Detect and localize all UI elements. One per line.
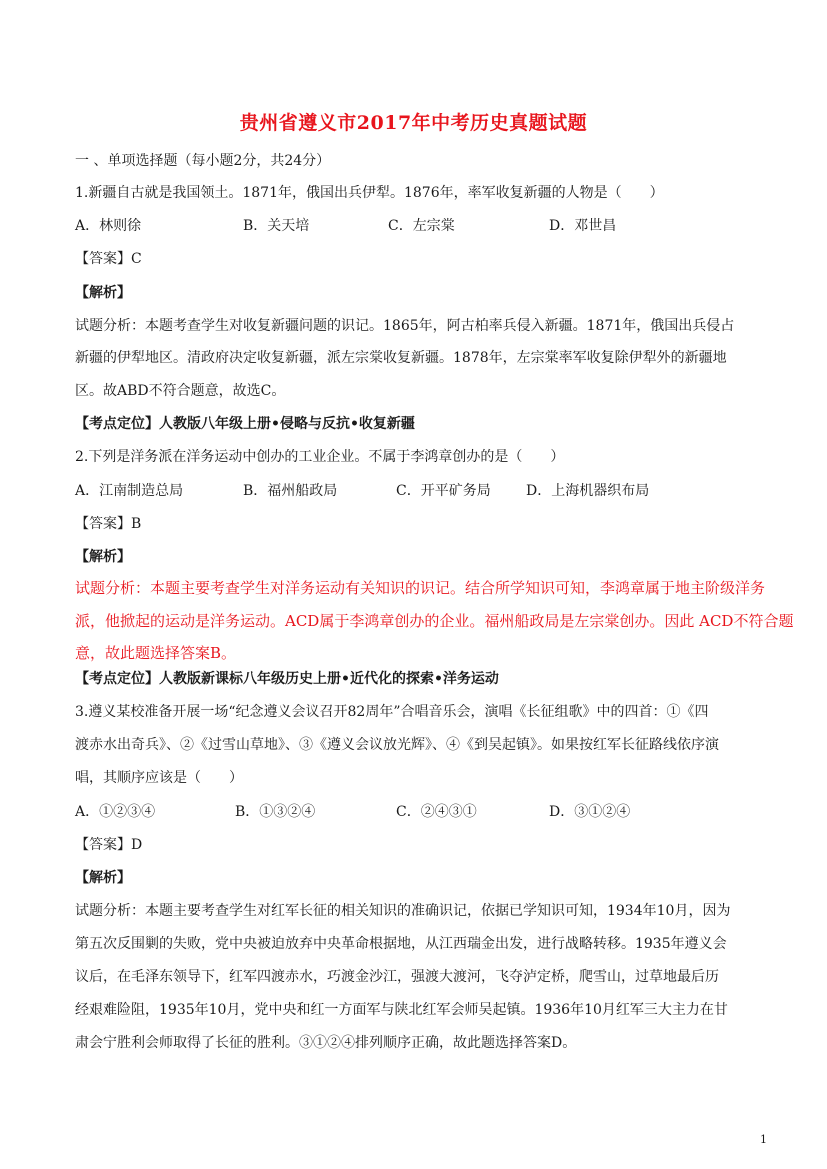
q1-analysis-line: 试题分析：本题考查学生对收复新疆问题的识记。1865年，阿古柏率兵侵入新疆。1871年，俄国出兵侵占 xyxy=(75,318,735,334)
q3-option-c: C．②④③① xyxy=(396,804,477,820)
q2-option-d: D．上海机器织布局 xyxy=(526,483,650,499)
q2-analysis-label: 【解析】 xyxy=(75,549,131,565)
q2-analysis-line: 意，故此题选择答案B。 xyxy=(75,644,237,662)
q3-analysis-line: 试题分析：本题主要考查学生对红军长征的相关知识的准确识记，依据已学知识可知，1934年10月，因为 xyxy=(75,903,731,919)
q1-analysis-label: 【解析】 xyxy=(75,285,131,301)
q1-knowledge-point: 【考点定位】人教版八年级上册•侵略与反抗•收复新疆 xyxy=(75,416,415,432)
q3-option-b: B．①③②④ xyxy=(235,804,316,820)
q3-stem-line: 唱，其顺序应该是（ ） xyxy=(75,770,243,786)
q2-answer: 【答案】B xyxy=(75,516,142,532)
page-title: 贵州省遵义市2017年中考历史真题试题 xyxy=(239,112,588,134)
q2-analysis-line: 派，他掀起的运动是洋务运动。ACD属于李鸿章创办的企业。福州船政局是左宗棠创办。因此 ACD不符合题 xyxy=(75,612,794,630)
q3-answer: 【答案】D xyxy=(75,837,143,853)
q2-option-c: C．开平矿务局 xyxy=(396,483,491,499)
q3-option-d: D．③①②④ xyxy=(549,804,631,820)
q2-analysis-line: 试题分析：本题主要考查学生对洋务运动有关知识的识记。结合所学知识可知，李鸿章属于地主阶级洋务 xyxy=(75,579,766,597)
q3-analysis-label: 【解析】 xyxy=(75,870,131,886)
q1-option-b: B．关天培 xyxy=(243,218,310,234)
q1-option-c: C．左宗棠 xyxy=(388,218,455,234)
q3-stem-line: 3.遵义某校准备开展一场“纪念遵义会议召开82周年”合唱音乐会，演唱《长征组歌》中的四首：①《四 xyxy=(75,704,709,720)
q3-analysis-line: 经艰难险阻，1935年10月，党中央和红一方面军与陕北红军会师吴起镇。1936年10月红军三大主力在甘 xyxy=(75,1002,728,1018)
section-heading: 一 、单项选择题（每小题2分，共24分） xyxy=(75,153,331,169)
q3-option-a: A．①②③④ xyxy=(75,804,156,820)
q3-analysis-line: 肃会宁胜利会师取得了长征的胜利。③①②④排列顺序正确，故此题选择答案D。 xyxy=(75,1035,577,1051)
q1-option-a: A．林则徐 xyxy=(75,218,142,234)
q1-analysis-line: 新疆的伊犁地区。清政府决定收复新疆，派左宗棠收复新疆。1878年，左宗棠率军收复除伊犁外的新疆地 xyxy=(75,350,727,366)
q1-stem: 1.新疆自古就是我国领土。1871年，俄国出兵伊犁。1876年，率军收复新疆的人物是（ ） xyxy=(75,185,664,201)
q3-analysis-line: 议后，在毛泽东领导下，红军四渡赤水，巧渡金沙江，强渡大渡河，飞夺泸定桥，爬雪山，过草地最后历 xyxy=(75,969,719,985)
q2-knowledge-point: 【考点定位】人教版新课标八年级历史上册•近代化的探索•洋务运动 xyxy=(75,671,499,687)
q2-option-b: B．福州船政局 xyxy=(243,483,338,499)
q1-analysis-line: 区。故ABD不符合题意，故选C。 xyxy=(75,383,286,399)
page-number: 1 xyxy=(760,1133,767,1146)
q1-answer: 【答案】C xyxy=(75,251,142,267)
q2-option-a: A．江南制造总局 xyxy=(75,483,184,499)
q3-analysis-line: 第五次反围剿的失败，党中央被迫放弃中央革命根据地，从江西瑞金出发，进行战略转移。1935年遵义会 xyxy=(75,936,727,952)
q3-stem-line: 渡赤水出奇兵》、②《过雪山草地》、③《遵义会议放光辉》、④《到吴起镇》。如果按红军长征路线依序演 xyxy=(75,737,719,753)
q1-option-d: D．邓世昌 xyxy=(549,218,617,234)
q2-stem: 2.下列是洋务派在洋务运动中创办的工业企业。不属于李鸿章创办的是（ ） xyxy=(75,449,565,465)
